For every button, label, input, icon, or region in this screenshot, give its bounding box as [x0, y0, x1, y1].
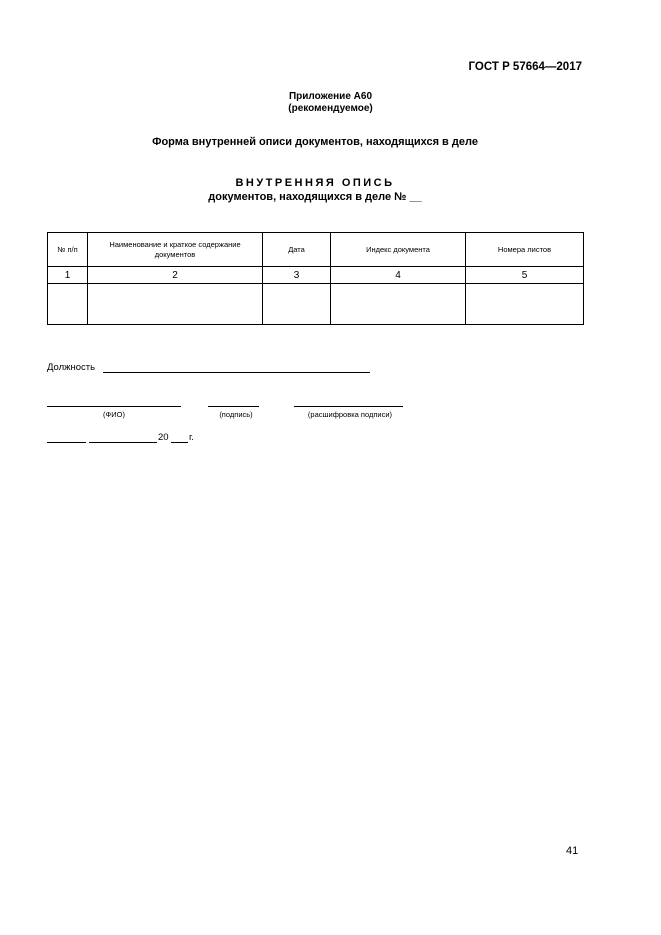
date-day-line	[47, 442, 86, 443]
table-cell	[331, 284, 466, 325]
column-number: 5	[466, 267, 584, 284]
decoding-caption: (расшифровка подписи)	[307, 410, 393, 419]
appendix-title: Приложение А60	[288, 91, 373, 102]
signature-caption: (подпись)	[219, 410, 253, 419]
column-number: 4	[331, 267, 466, 284]
position-label: Должность	[47, 362, 96, 373]
column-header-date: Дата	[263, 233, 331, 267]
position-line	[103, 372, 370, 373]
year-suffix: г.	[189, 432, 194, 443]
appendix-status: (рекомендуемое)	[288, 103, 373, 114]
column-header-number: № п/п	[48, 233, 88, 267]
table-cell	[466, 284, 584, 325]
standard-code: ГОСТ Р 57664—2017	[468, 61, 582, 73]
page-number: 41	[566, 845, 579, 857]
inventory-table	[47, 232, 584, 325]
column-header-title: Наименование и краткое содержание документов	[88, 233, 263, 267]
fio-caption: (ФИО)	[103, 410, 125, 419]
column-number: 2	[88, 267, 263, 284]
column-header-index: Индекс документа	[331, 233, 466, 267]
column-number-row	[48, 267, 584, 284]
table-cell	[48, 284, 88, 325]
form-title: Форма внутренней описи документов, находящихся в деле	[152, 136, 478, 148]
table-row	[48, 284, 584, 325]
year-prefix: 20	[158, 432, 169, 443]
inventory-subheading: документов, находящихся в деле № __	[208, 191, 422, 203]
table-header-row	[48, 233, 584, 267]
signature-line	[208, 406, 259, 407]
date-month-line	[89, 442, 157, 443]
column-number: 1	[48, 267, 88, 284]
fio-line	[47, 406, 181, 407]
inventory-heading: ВНУТРЕННЯЯ ОПИСЬ	[235, 177, 395, 189]
column-header-sheets: Номера листов	[466, 233, 584, 267]
decoding-line	[294, 406, 403, 407]
table-cell	[263, 284, 331, 325]
table-cell	[88, 284, 263, 325]
column-number: 3	[263, 267, 331, 284]
date-year-line	[171, 442, 188, 443]
